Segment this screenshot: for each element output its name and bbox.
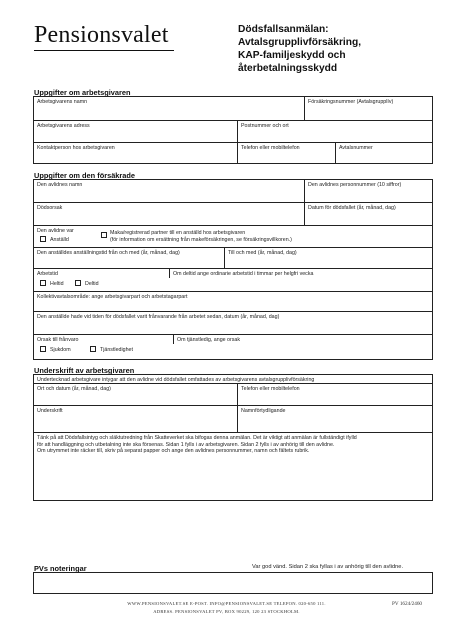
part-time-label: Deltid (85, 281, 99, 287)
partner-checkbox[interactable] (101, 232, 107, 238)
signature-phone-label: Telefon eller mobiltelefon (241, 386, 300, 392)
cause-of-death-label: Dödsorsak (37, 205, 63, 211)
employed-to-label: Till och med (år, månad, dag) (228, 250, 297, 256)
partner-label: Maka/registrerad partner till en anställd hos arbetsgivaren (110, 230, 246, 236)
form-code: PV 1624/2460 (392, 601, 423, 607)
sick-checkbox[interactable] (40, 346, 46, 352)
document-title (238, 23, 438, 75)
pv-notes-box (33, 572, 433, 594)
place-date-label: Ort och datum (år, månad, dag) (37, 386, 111, 392)
divider (335, 143, 336, 164)
leave-reason-label: Om tjänstledig, ange orsak (177, 337, 241, 343)
insured-section-title: Uppgifter om den försäkrade (34, 171, 136, 180)
employer-address-label: Arbetsgivarens adress (37, 123, 90, 129)
employer-address-row (34, 120, 432, 142)
employed-from-label: Den anställdes anställningstid från och med (år, månad, dag) (37, 250, 180, 256)
postal-label: Postnummer och ort (241, 123, 289, 129)
agreement-number-label: Avtalsnummer (339, 145, 373, 151)
deceased-pnr-label: Den avlidnes personnummer (10 siffror) (308, 182, 402, 188)
full-time-label: Heltid (50, 281, 64, 287)
footer-address: ADRESS. PENSIONSVALET PV, BOX 90229, 120 23 STOCKHOLM. (153, 609, 300, 614)
work-time-row (34, 268, 432, 291)
absence-reason-row (34, 334, 432, 361)
sick-label: Sjukdom (50, 347, 71, 353)
divider (173, 335, 174, 344)
leave-label: Tjänstledighet (100, 347, 133, 353)
part-time-hours-label: Om deltid ange ordinarie arbetstid i timmar per helgfri vecka (173, 271, 314, 277)
employer-box (33, 96, 433, 164)
divider (237, 143, 238, 164)
turn-page-note: Var god vänd. Sidan 2 ska fyllas i av anhörig till den avlidne. (252, 564, 404, 570)
contact-person-label: Kontaktperson hos arbetsgivaren (37, 145, 115, 151)
signature-row (34, 405, 432, 432)
divider (224, 248, 225, 268)
divider (304, 203, 305, 225)
employer-name-label: Arbetsgivarens namn (37, 99, 88, 105)
insured-box (33, 179, 433, 360)
cause-row (34, 202, 432, 225)
partner-info-label: (för information om ersättning från makeförsäkringen, se försäkringsvillkoren.) (110, 237, 292, 243)
employed-checkbox[interactable] (40, 236, 46, 242)
divider (169, 269, 170, 278)
title-line-2: KAP-familjeskydd och återbetalningsskydd (238, 50, 346, 74)
insurance-number-label: Försäkringsnummer (Avtalsgrupplív) (308, 99, 394, 105)
absence-reason-label: Orsak till frånvaro (37, 337, 79, 343)
absence-date-row (34, 311, 432, 334)
collective-area-label: Kollektivavtalsområde: ange arbetsgivarpart och arbetstagarpart (37, 294, 188, 300)
signature-label: Underskrift (37, 408, 63, 414)
deceased-name-label: Den avlidnes namn (37, 182, 83, 188)
notice-line-2: för att handläggning och utbetalning inte ska försenas. Sidan 1 fylls i av arbetsgivaren. Sidan 2 fylls i av anhörig till den avlidne. (37, 441, 335, 448)
relation-row (34, 225, 432, 247)
employed-label: Anställd (50, 237, 69, 243)
date-of-death-label: Datum för dödsfallet (år, månad, dag) (308, 205, 396, 211)
divider (237, 384, 238, 405)
full-time-checkbox[interactable] (40, 280, 46, 286)
absent-since-label: Den anställde hade vid tiden för dödsfallet varit frånvarande från arbetet sedan, datum (år, månad, dag) (37, 314, 280, 320)
employer-phone-label: Telefon eller mobiltelefon (241, 145, 300, 151)
logo-underline (34, 50, 174, 51)
part-time-checkbox[interactable] (75, 280, 81, 286)
divider (237, 406, 238, 432)
place-date-row (34, 383, 432, 405)
leave-checkbox[interactable] (90, 346, 96, 352)
title-line-1: Dödsfallsanmälan: Avtalsgrupplivförsäkring, (238, 24, 362, 48)
signature-section-title: Underskrift av arbetsgivaren (34, 366, 135, 375)
pv-notes-title: PVs noteringar (34, 564, 87, 573)
footer-contact: WWW.PENSIONSVALET.SE E-POST. INFO@PENSIONSVALET.SE TELEFON. 020-650 111. (127, 601, 326, 606)
work-time-label: Arbetstid (37, 271, 58, 277)
employer-contact-row (34, 142, 432, 164)
collective-agreement-row (34, 291, 432, 311)
employment-period-row (34, 247, 432, 268)
employer-section-title: Uppgifter om arbetsgivaren (34, 88, 131, 97)
deceased-was-label: Den avlidne var (37, 228, 74, 234)
pensionsvalet-logo: Pensionsvalet (34, 22, 169, 48)
certify-text: Undertecknad arbetsgivare intygar att den avlidne vid dödsfallet omfattades av arbetsgivarens avtalsgrupplivförsäkring (37, 377, 315, 383)
divider (237, 121, 238, 142)
divider (304, 97, 305, 120)
notice-line-3: Om utrymmet inte räcker till, skriv på separat papper och ange den avlidnes personnummer, namn och fältets rubrik. (37, 448, 310, 455)
notice-line-1: Tänk på att Dödsfallsintyg och släktutredning från Skatteverket ska bifogas denna anmälan. Det är viktigt att anmälan är fullständigt ifylld (37, 435, 357, 441)
divider (304, 180, 305, 202)
notice-row (34, 432, 432, 502)
name-clarification-label: Namnförtydligande (241, 408, 286, 414)
attachment-notice (37, 435, 357, 455)
signature-box (33, 374, 433, 501)
